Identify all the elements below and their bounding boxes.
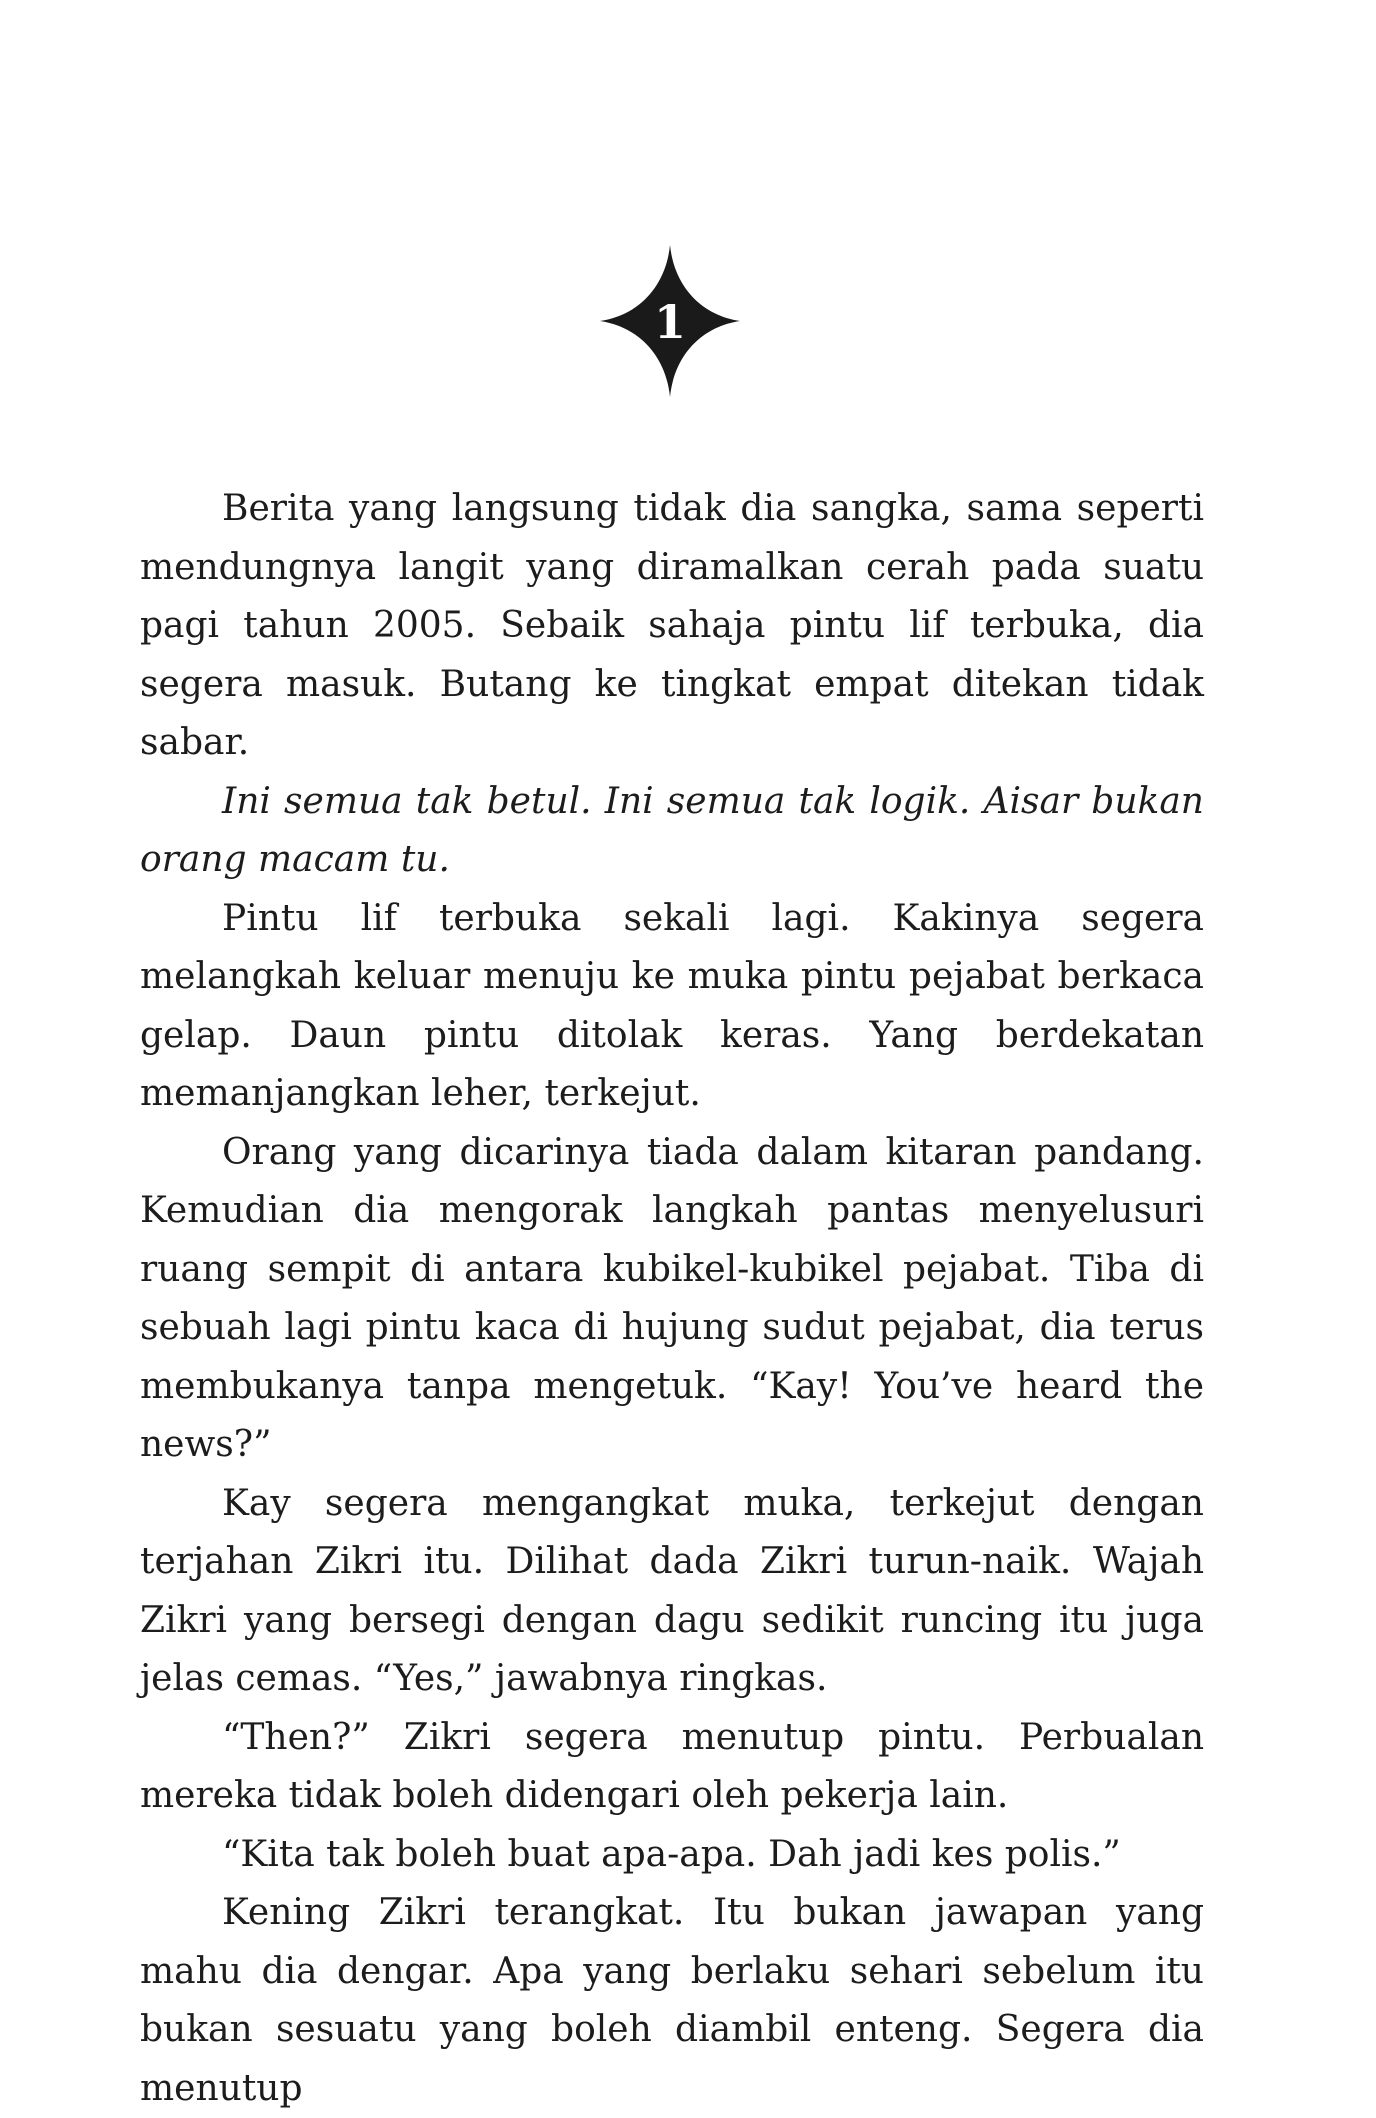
paragraph: Kening Zikri terangkat. Itu bukan jawapan yang mahu dia dengar. Apa yang berlaku sehari sebelum itu bukan sesuatu yang boleh diambil enteng. Segera dia menutup xyxy=(140,1892,1204,2109)
paragraph-italic-thought: Ini semua tak betul. Ini semua tak logik. Aisar bukan orang macam tu. xyxy=(140,780,1204,880)
paragraph: Pintu lif terbuka sekali lagi. Kakinya segera melangkah keluar menuju ke muka pintu pejabat berkaca gelap. Daun pintu ditolak keras. Yang berdekatan memanjangkan leher, terkejut. xyxy=(140,897,1204,1114)
paragraph: Berita yang langsung tidak dia sangka, sama seperti mendungnya langit yang diramalkan cerah pada suatu pagi tahun 2005. Sebaik sahaja pintu lif terbuka, dia segera masuk. Butang ke tingkat empat ditekan tidak sabar. xyxy=(140,488,1204,763)
chapter-diamond-ornament xyxy=(600,245,740,397)
paragraph: Orang yang dicarinya tiada dalam kitaran pandang. Kemudian dia mengorak langkah pantas menyelusuri ruang sempit di antara kubikel-kubikel pejabat. Tiba di sebuah lagi pintu kaca di hujung sudut pejabat, dia terus membukanya tanpa mengetuk. “Kay! You’ve heard the news?” xyxy=(140,1131,1204,1465)
chapter-number: 1 xyxy=(653,295,687,349)
chapter-body xyxy=(140,480,1204,2118)
paragraph: Kay segera mengangkat muka, terkejut dengan terjahan Zikri itu. Dilihat dada Zikri turun-naik. Wajah Zikri yang bersegi dengan dagu sedikit runcing itu juga jelas cemas. “Yes,” jawabnya ringkas. xyxy=(140,1482,1204,1699)
paragraph: “Then?” Zikri segera menutup pintu. Perbualan mereka tidak boleh didengari oleh pekerja lain. xyxy=(140,1716,1204,1816)
paragraph: “Kita tak boleh buat apa-apa. Dah jadi kes polis.” xyxy=(222,1833,1121,1875)
